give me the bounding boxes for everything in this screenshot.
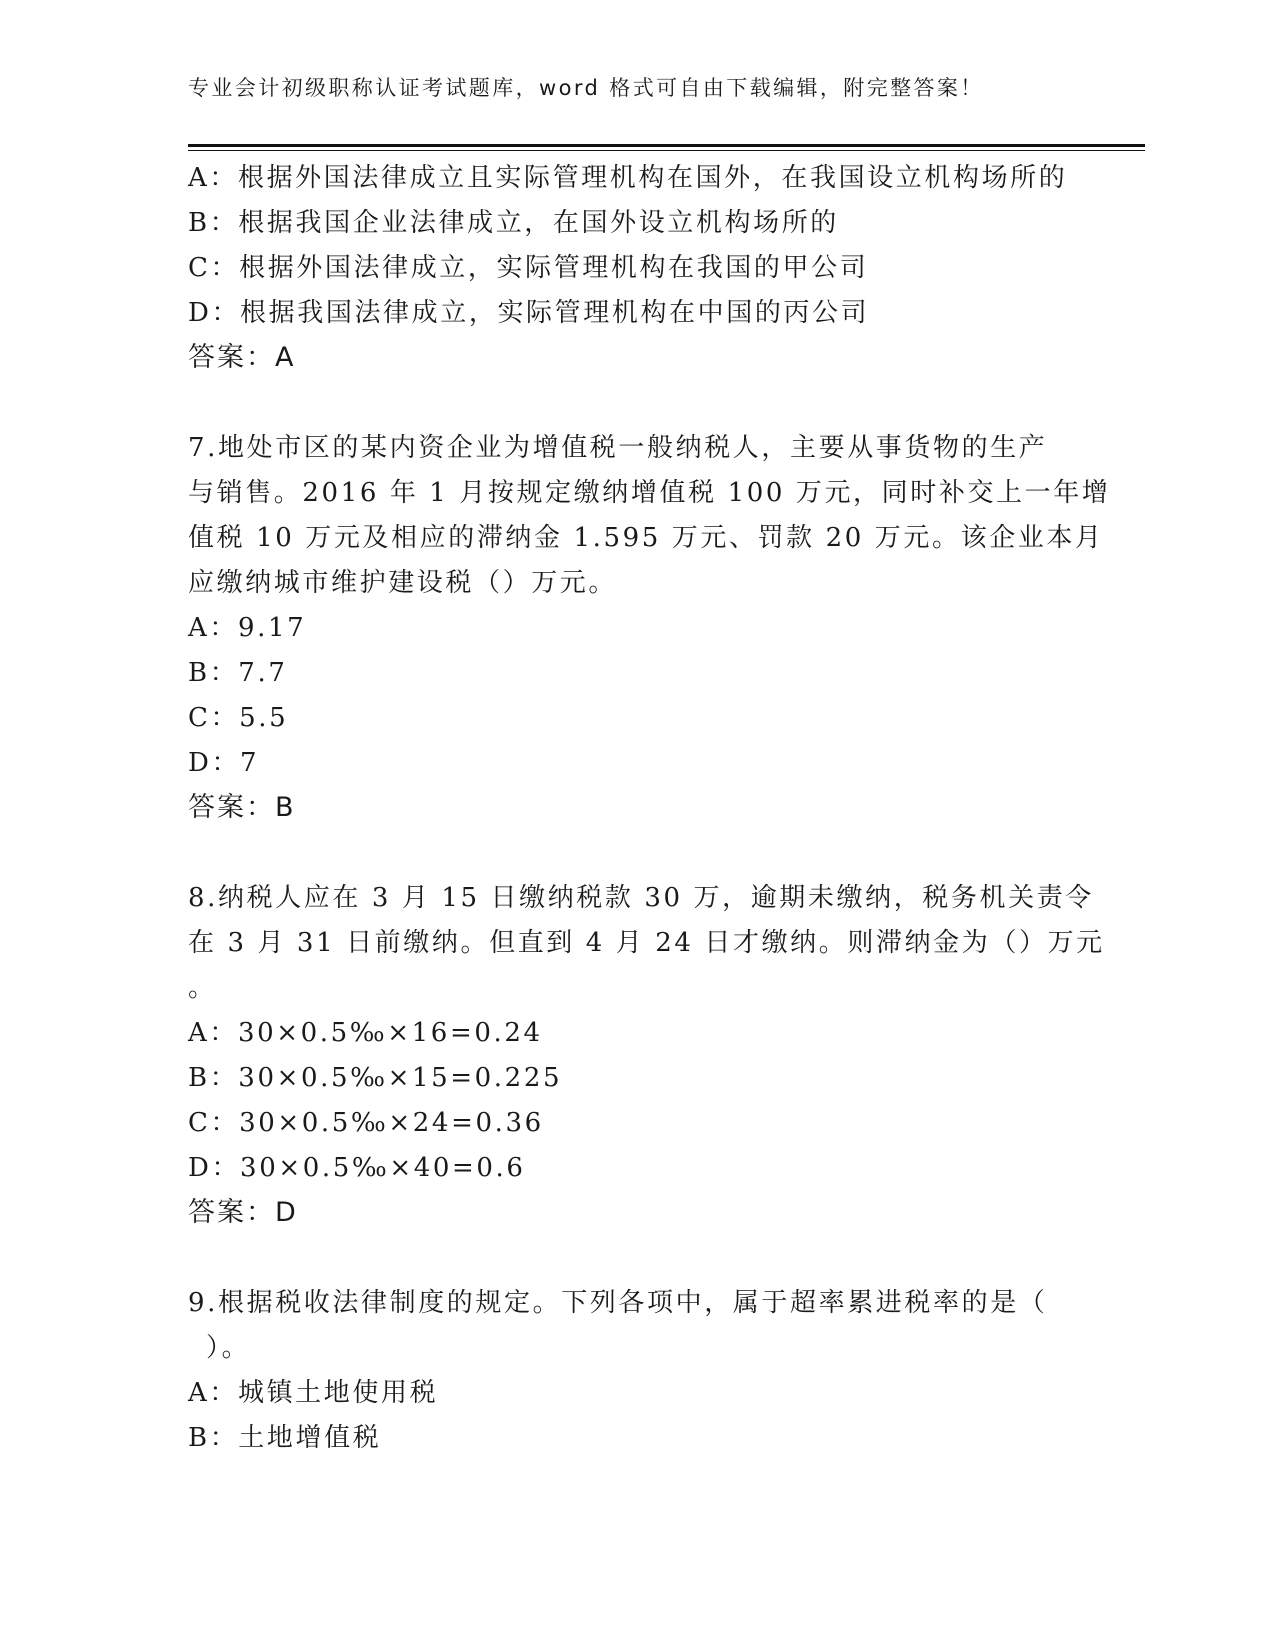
- q7-option-d: D：7: [188, 748, 260, 778]
- q9-stem-1: 9.根据税收法律制度的规定。下列各项中，属于超率累进税率的是（: [188, 1288, 1048, 1318]
- q7-option-c: C：5.5: [188, 703, 289, 733]
- q9-stem-2: ）。: [206, 1333, 251, 1363]
- q7-stem-4: 应缴纳城市维护建设税（）万元。: [188, 568, 618, 598]
- q6-option-a: A：根据外国法律成立且实际管理机构在国外，在我国设立机构场所的: [188, 163, 1068, 193]
- q8-option-a: A：30×0.5‰×16=0.24: [188, 1018, 543, 1048]
- q7-option-a: A：9.17: [188, 613, 307, 643]
- q7-stem-3: 值税 10 万元及相应的滞纳金 1.595 万元、罚款 20 万元。该企业本月: [188, 523, 1104, 553]
- header-divider-thin: [188, 150, 1145, 151]
- q6-option-d: D：根据我国法律成立，实际管理机构在中国的丙公司: [188, 298, 870, 328]
- page-header-text: 专业会计初级职称认证考试题库，word 格式可自由下载编辑，附完整答案！: [188, 76, 984, 100]
- q8-answer: 答案：D: [188, 1197, 298, 1228]
- q7-stem-2: 与销售。2016 年 1 月按规定缴纳增值税 100 万元，同时补交上一年增: [188, 478, 1111, 508]
- q6-option-b: B：根据我国企业法律成立，在国外设立机构场所的: [188, 208, 839, 238]
- q8-option-c: C：30×0.5‰×24=0.36: [188, 1108, 544, 1138]
- q8-stem-2: 在 3 月 31 日前缴纳。但直到 4 月 24 日才缴纳。则滞纳金为（）万元: [188, 928, 1105, 958]
- q8-stem-3: 。: [188, 973, 217, 1003]
- q6-answer: 答案：A: [188, 342, 296, 373]
- q6-option-c: C：根据外国法律成立，实际管理机构在我国的甲公司: [188, 253, 869, 283]
- header-divider-thick: [188, 144, 1145, 147]
- q9-option-b: B：土地增值税: [188, 1423, 382, 1453]
- q7-option-b: B：7.7: [188, 658, 288, 688]
- q8-option-b: B：30×0.5‰×15=0.225: [188, 1063, 563, 1093]
- q7-answer: 答案：B: [188, 792, 296, 823]
- q8-option-d: D：30×0.5‰×40=0.6: [188, 1153, 526, 1183]
- q7-stem-1: 7.地处市区的某内资企业为增值税一般纳税人，主要从事货物的生产: [188, 433, 1048, 463]
- q8-stem-1: 8.纳税人应在 3 月 15 日缴纳税款 30 万，逾期未缴纳，税务机关责令: [188, 883, 1094, 913]
- q9-option-a: A：城镇土地使用税: [188, 1378, 439, 1408]
